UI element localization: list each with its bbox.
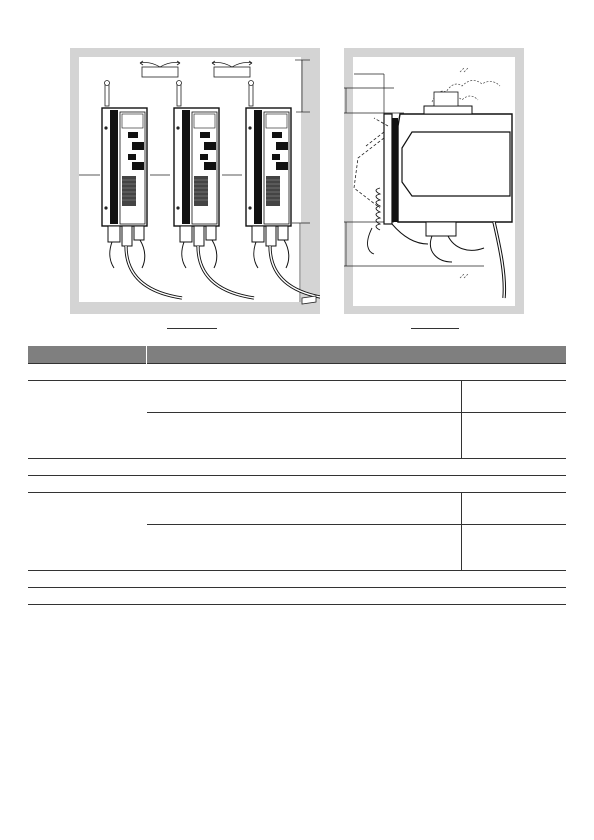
table-row xyxy=(28,493,566,525)
side-view-caption-line xyxy=(411,328,459,329)
table-header-parameter xyxy=(28,346,147,364)
table-row xyxy=(28,476,566,493)
front-view-caption-line xyxy=(167,328,217,329)
table-row xyxy=(28,364,566,381)
table-header-value xyxy=(147,346,567,364)
table-row xyxy=(28,588,566,605)
side-view-diagram xyxy=(344,48,524,314)
table-header-row xyxy=(28,346,566,364)
front-view-diagram xyxy=(70,48,320,314)
spec-table xyxy=(28,346,566,605)
table-row xyxy=(28,381,566,413)
table-row xyxy=(28,459,566,476)
table-row xyxy=(28,571,566,588)
